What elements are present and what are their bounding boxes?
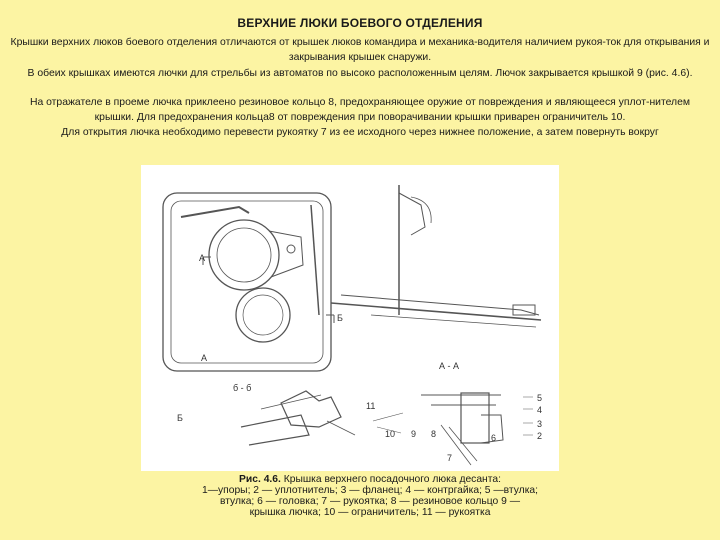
caption-legend-line-2: втулка; 6 — головка; 7 — рукоятка; 8 — резиновое кольцо 9 —	[219, 496, 521, 507]
part-number-7: 7	[447, 453, 453, 463]
caption-figure-number: Рис. 4.6.	[239, 474, 281, 485]
part-number-8: 8	[431, 429, 437, 439]
figure-caption	[150, 474, 590, 518]
caption-legend-line-1: 1—упоры; 2 — уплотнитель; 3 — фланец; 4 — контргайка; 5 —втулка;	[201, 485, 539, 496]
hatch-drawing-figure	[141, 165, 559, 471]
caption-title-line	[150, 474, 590, 485]
part-number-5: 5	[537, 393, 543, 403]
caption-figure-title: Крышка верхнего посадочного люка десанта:	[280, 474, 501, 485]
lower-circle	[236, 288, 290, 342]
section-mark-b-bottom: Б	[177, 413, 183, 423]
paragraph-1: Крышки верхних люков боевого отделения отличаются от крышек люков командира и механика-водителя наличием рукоя-ток для открывания и закрывания крышек снаружи.	[10, 37, 710, 63]
section-bb-title: б - б	[233, 383, 252, 393]
paragraph-3: На отражателе в проеме лючка приклеено резиновое кольцо 8, предохраняющее оружие от повреждения и являющееся уплот-нителем крышки. Для предохранения кольца8 от повреждения при поворачивании крышки приварен ограничитель 10.	[29, 97, 691, 123]
paragraph-4: Для открытия лючка необходимо перевести рукоятку 7 из ее исходного через нижнее положение, а затем повернуть вокруг	[61, 127, 659, 138]
part-number-9: 9	[411, 429, 417, 439]
part-number-6: 6	[491, 433, 497, 443]
part-number-3: 3	[537, 419, 543, 429]
page-title: ВЕРХНИЕ ЛЮКИ БОЕВОГО ОТДЕЛЕНИЯ	[237, 16, 483, 30]
loophole-cover-circle	[209, 220, 279, 290]
section-aa-body	[461, 393, 489, 443]
handle-rod	[181, 207, 249, 217]
part-number-11: 11	[366, 401, 376, 411]
section-mark-a-bottom: А	[201, 353, 208, 363]
part-number-2: 2	[537, 431, 543, 441]
section-bb-body	[281, 391, 341, 427]
linkage-bar	[331, 303, 541, 320]
section-mark-b-right: Б	[337, 313, 343, 323]
section-mark-a-top: А	[199, 253, 206, 263]
caption-legend-line-3: крышка лючка; 10 — ограничитель; 11 — рукоятка	[249, 507, 491, 518]
section-aa-title: А - А	[439, 361, 460, 371]
part-number-4: 4	[537, 405, 543, 415]
paragraph-2: В обеих крышках имеются лючки для стрельбы из автоматов по высоко расположенным целям. Лючок закрывается крышкой 9 (рис. 4.6).	[27, 68, 693, 79]
part-number-10: 10	[385, 429, 396, 439]
technical-drawing	[141, 165, 559, 471]
